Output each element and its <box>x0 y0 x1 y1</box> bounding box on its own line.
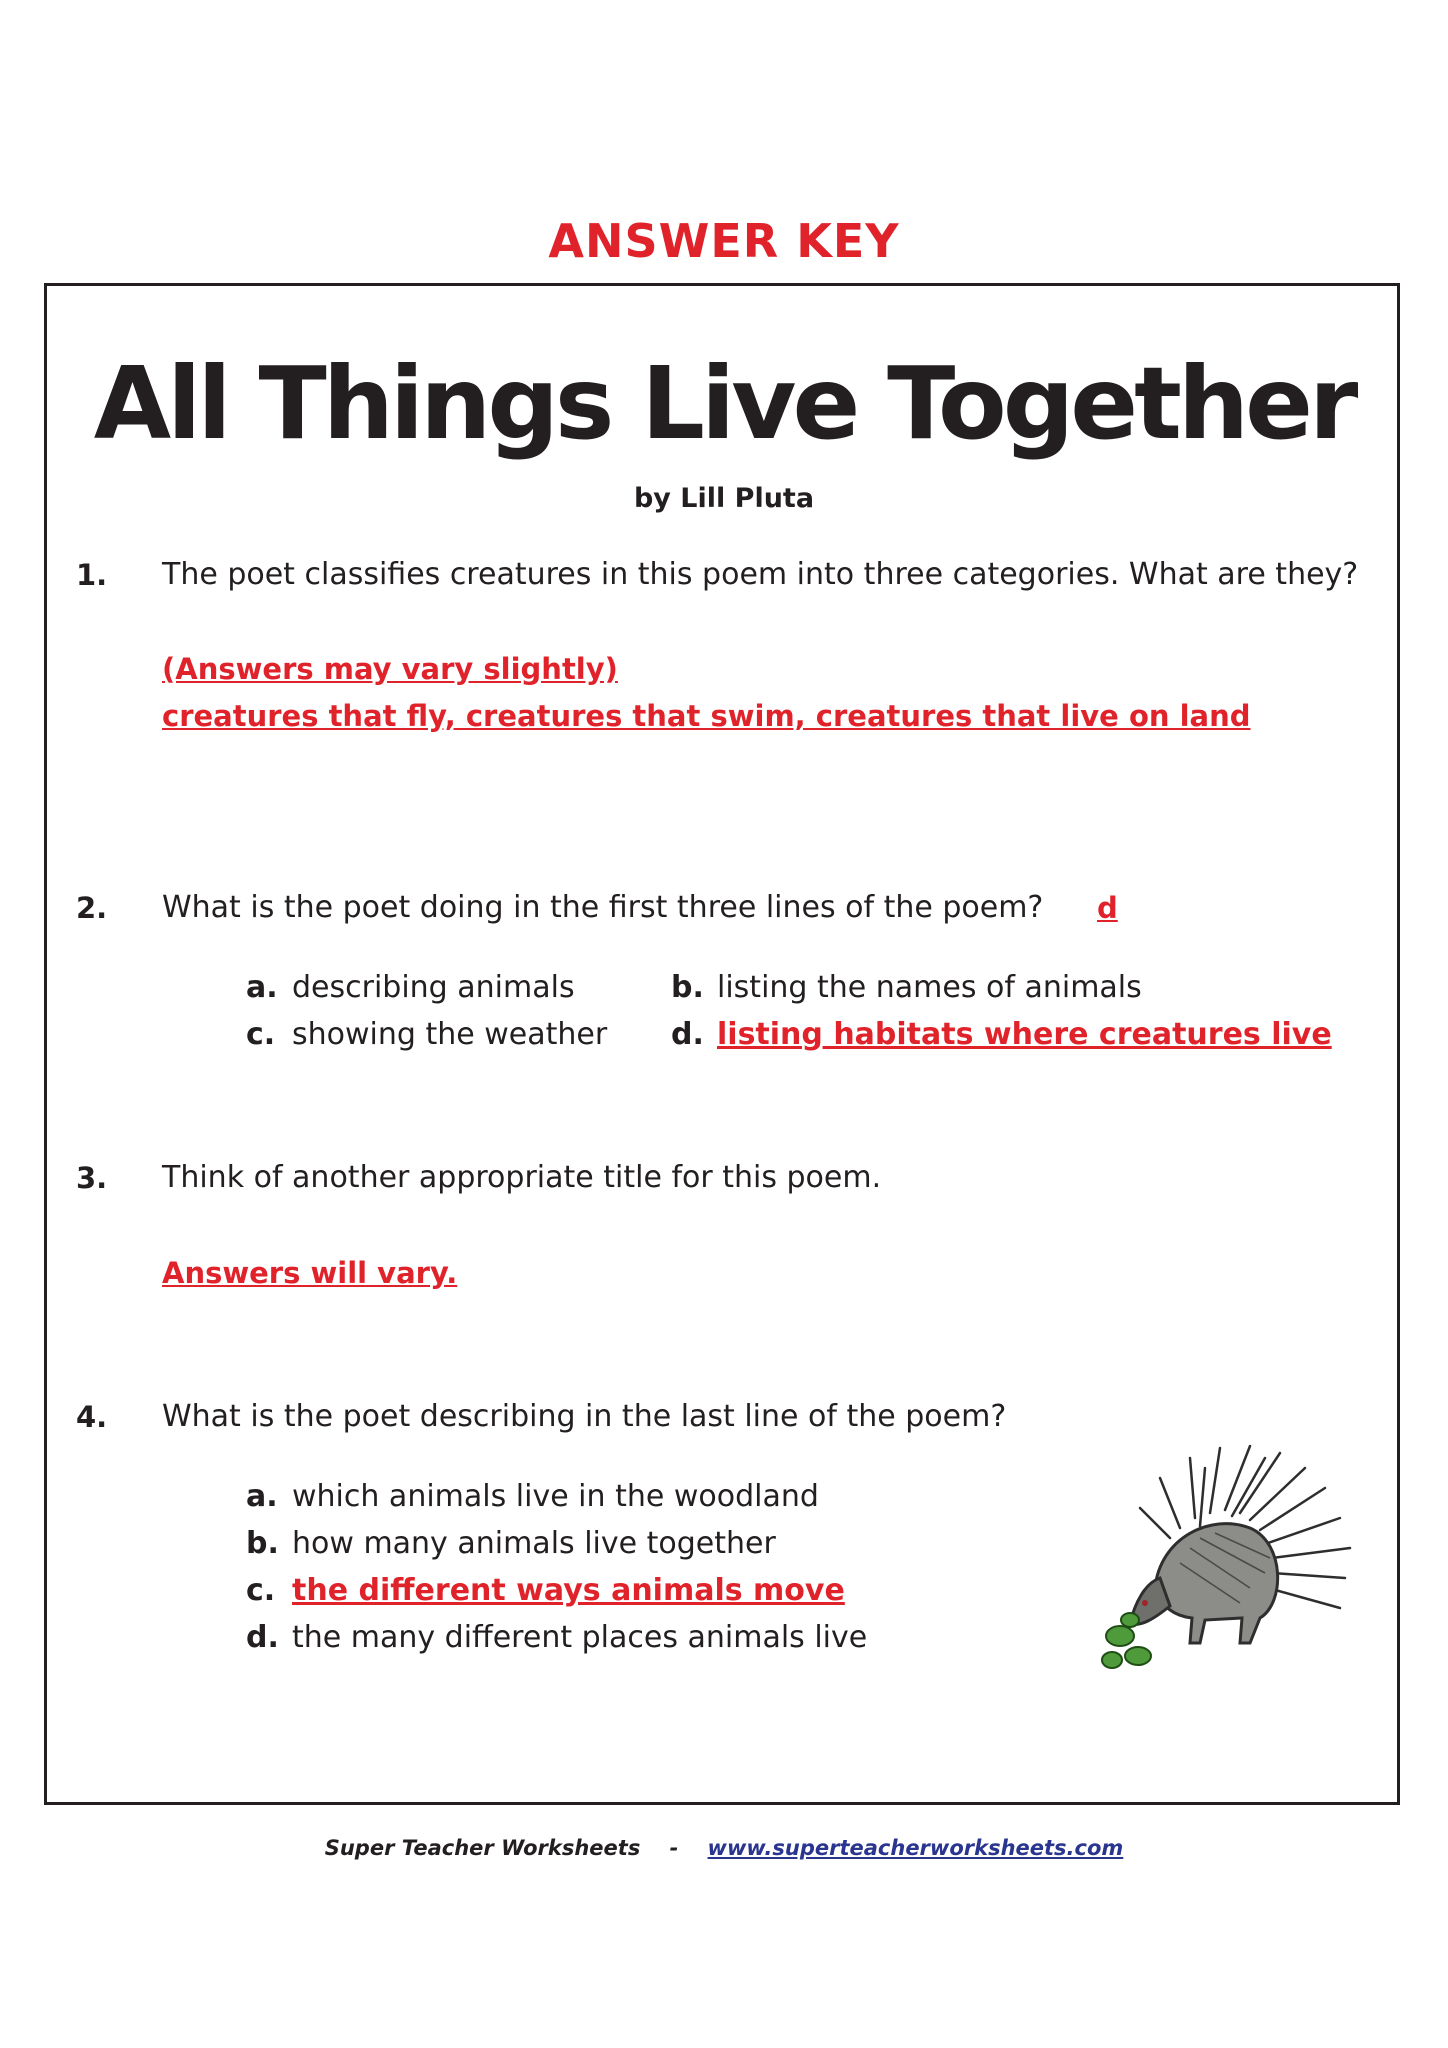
question-4-option-c <box>246 1573 845 1608</box>
byline: by Lill Pluta <box>633 483 815 514</box>
question-2-option-d <box>671 1017 1332 1052</box>
option-text: which animals live in the woodland <box>292 1479 819 1514</box>
question-3-number: 3. <box>76 1161 108 1195</box>
option-text: describing animals <box>292 970 575 1005</box>
option-letter: d. <box>246 1620 279 1655</box>
footer-separator: - <box>669 1836 679 1860</box>
option-letter: a. <box>246 970 278 1005</box>
question-4-number: 4. <box>76 1400 108 1434</box>
option-letter: b. <box>671 970 704 1005</box>
question-3-text: Think of another appropriate title for this poem. <box>162 1160 882 1195</box>
question-2-option-b <box>671 970 1142 1005</box>
question-2-text: What is the poet doing in the first three lines of the poem? <box>162 890 1044 925</box>
option-letter: c. <box>246 1573 276 1608</box>
page-title: All Things Live Together <box>93 345 1355 462</box>
question-4-option-b <box>246 1526 776 1561</box>
option-text: the many different places animals live <box>292 1620 868 1655</box>
question-1-number: 1. <box>76 558 108 592</box>
question-2-option-c <box>246 1017 607 1052</box>
option-letter: b. <box>246 1526 279 1561</box>
option-text: how many animals live together <box>292 1526 776 1561</box>
option-letter: a. <box>246 1479 278 1514</box>
porcupine-icon <box>1100 1438 1360 1678</box>
question-1-answer-note: (Answers may vary slightly) <box>162 652 618 686</box>
option-text: showing the weather <box>292 1017 608 1052</box>
footer <box>0 1836 1448 1860</box>
option-letter: c. <box>246 1017 276 1052</box>
option-text-correct: listing habitats where creatures live <box>717 1017 1332 1052</box>
answer-key-heading: ANSWER KEY <box>548 214 900 268</box>
footer-site-link[interactable]: www.superteacherworksheets.com <box>707 1836 1124 1860</box>
question-2-option-a <box>246 970 575 1005</box>
option-text-correct: the different ways animals move <box>292 1573 845 1608</box>
question-2-answer: d <box>1097 891 1118 925</box>
option-letter: d. <box>671 1017 704 1052</box>
question-4-text: What is the poet describing in the last line of the poem? <box>162 1399 1007 1434</box>
question-3-answer: Answers will vary. <box>162 1256 458 1290</box>
footer-brand: Super Teacher Worksheets <box>324 1836 641 1860</box>
option-text: listing the names of animals <box>717 970 1142 1005</box>
question-1-answer: creatures that fly, creatures that swim, creatures that live on land <box>162 699 1251 733</box>
question-4-option-d <box>246 1620 867 1655</box>
question-1-text: The poet classifies creatures in this poem into three categories. What are they? <box>162 557 1359 592</box>
question-2-number: 2. <box>76 891 108 925</box>
question-4-option-a <box>246 1479 819 1514</box>
